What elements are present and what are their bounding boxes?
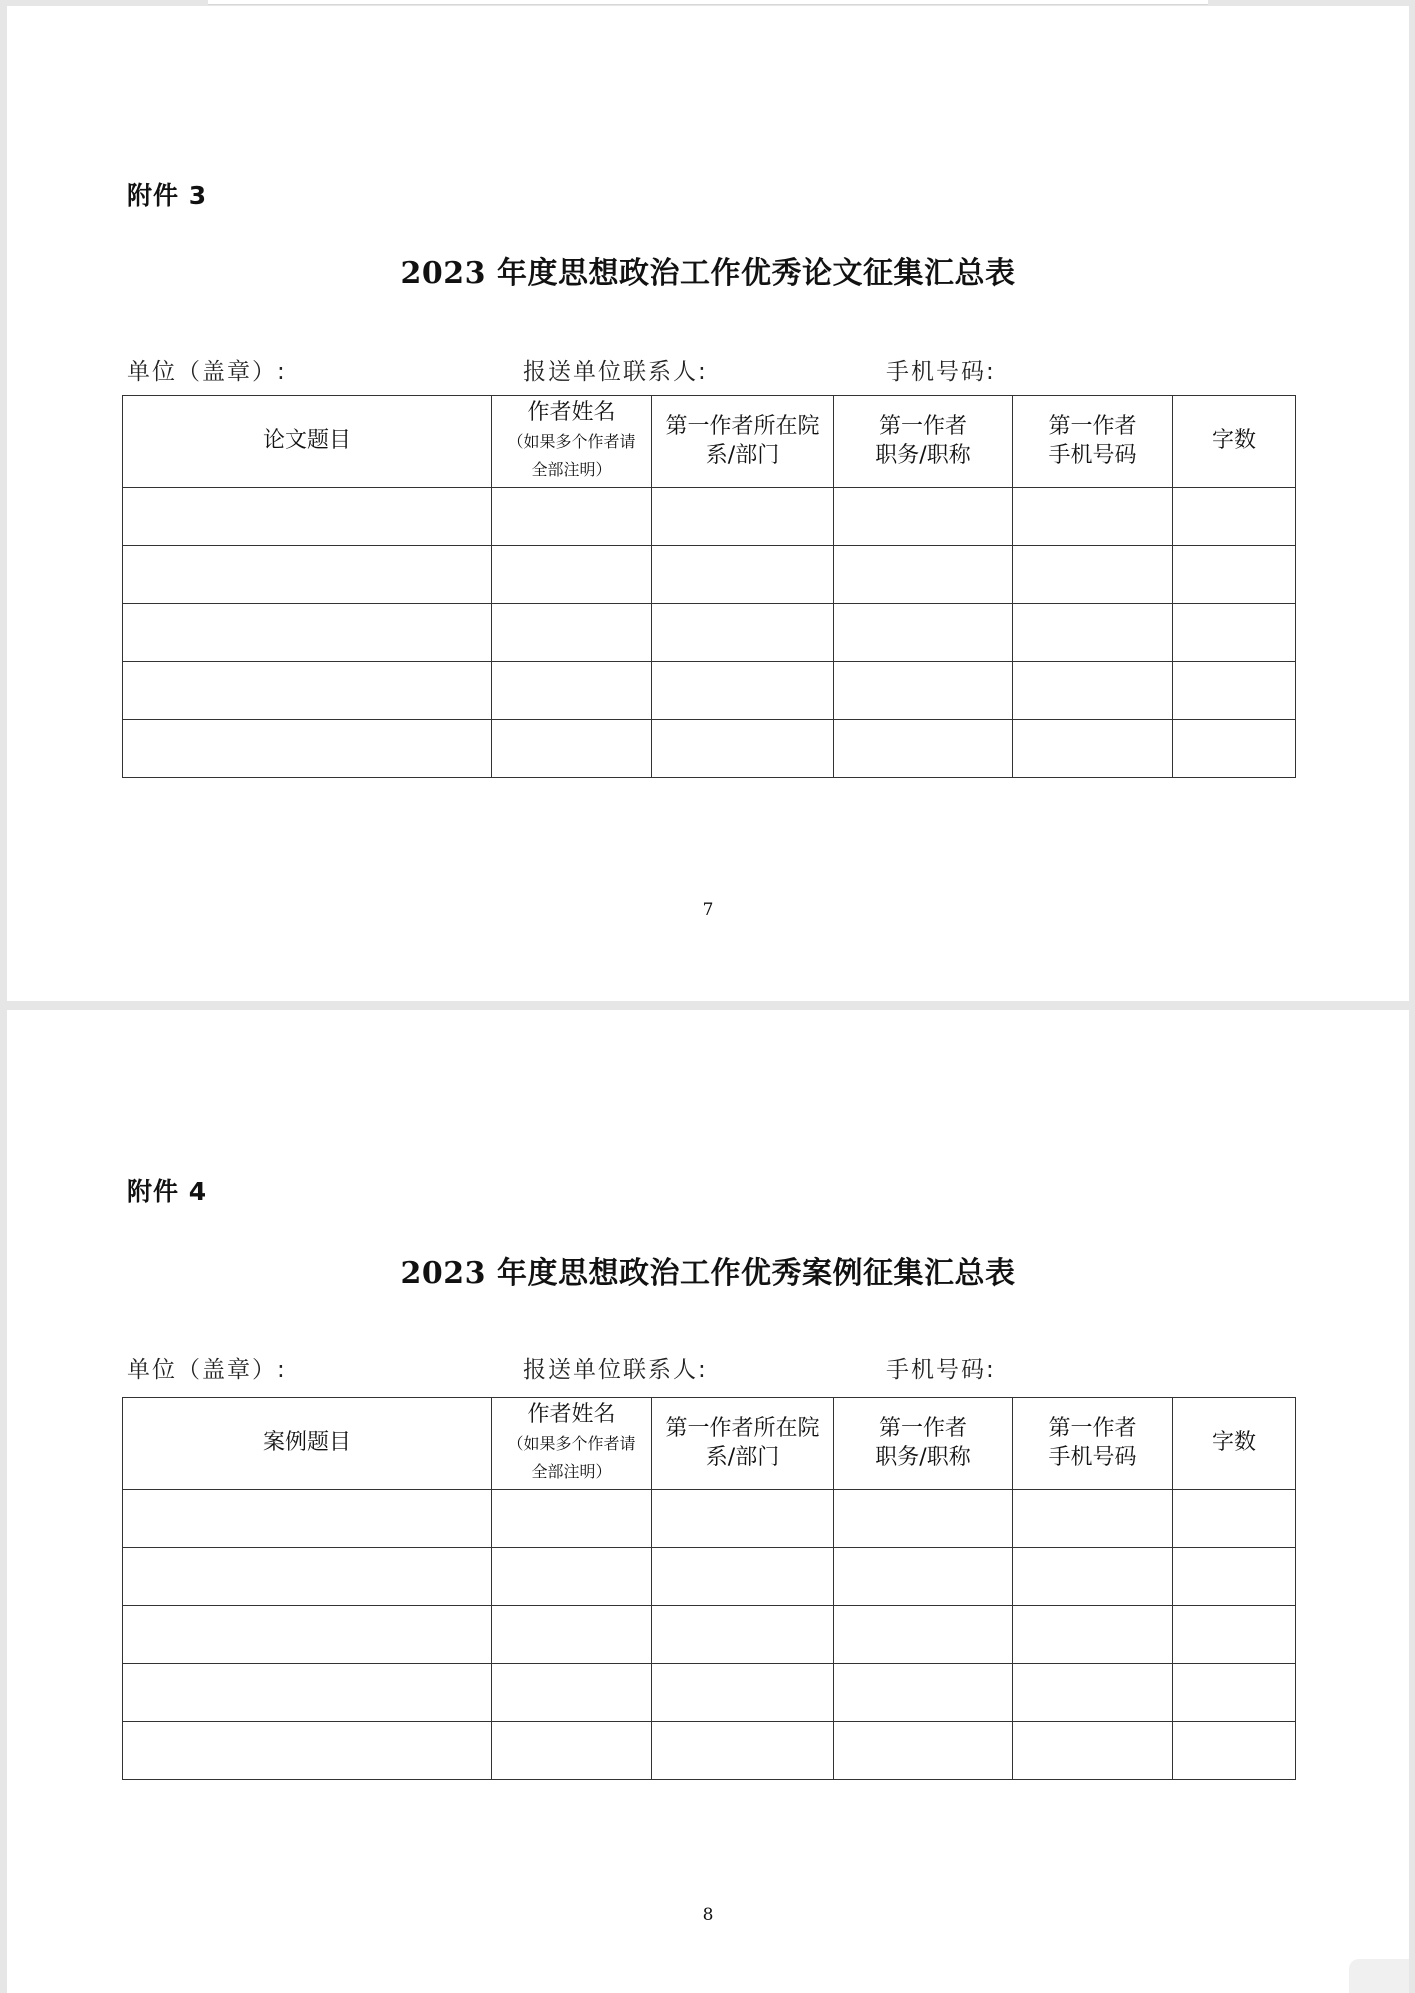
table-cell[interactable] <box>1013 1606 1173 1664</box>
table-cell[interactable] <box>1173 546 1296 604</box>
header-position: 第一作者 职务/职称 <box>834 396 1013 488</box>
document-page-8 <box>7 1010 1409 1993</box>
table-row <box>123 1722 1296 1780</box>
table-cell[interactable] <box>1013 1664 1173 1722</box>
table-row <box>123 1606 1296 1664</box>
table-cell[interactable] <box>652 662 834 720</box>
table-cell[interactable] <box>834 1490 1013 1548</box>
header-phone: 第一作者 手机号码 <box>1013 1398 1173 1490</box>
table-cell[interactable] <box>1013 1722 1173 1780</box>
table-row <box>123 1664 1296 1722</box>
phone-number-label: 手机号码: <box>886 359 996 385</box>
table-cell[interactable] <box>834 1664 1013 1722</box>
table-row <box>123 720 1296 778</box>
summary-table <box>122 1397 1296 1780</box>
table-cell[interactable] <box>652 1664 834 1722</box>
table-row <box>123 1490 1296 1548</box>
table-cell[interactable] <box>652 604 834 662</box>
header-department: 第一作者所在院 系/部门 <box>652 1398 834 1490</box>
table-cell[interactable] <box>1173 1548 1296 1606</box>
header-phone: 第一作者 手机号码 <box>1013 396 1173 488</box>
table-cell[interactable] <box>1013 604 1173 662</box>
table-cell[interactable] <box>652 1606 834 1664</box>
table-cell[interactable] <box>123 1548 492 1606</box>
table-row <box>123 546 1296 604</box>
table-cell[interactable] <box>834 662 1013 720</box>
header-author-name: 作者姓名 （如果多个作者请 全部注明） <box>492 396 652 488</box>
table-cell[interactable] <box>1173 1664 1296 1722</box>
table-cell[interactable] <box>123 488 492 546</box>
unit-seal-label: 单位（盖章）: <box>127 359 287 385</box>
table-cell[interactable] <box>834 546 1013 604</box>
table-row <box>123 488 1296 546</box>
table-cell[interactable] <box>1173 720 1296 778</box>
summary-table <box>122 395 1296 778</box>
page-number: 7 <box>702 900 714 920</box>
table-cell[interactable] <box>1013 546 1173 604</box>
table-cell[interactable] <box>1173 1606 1296 1664</box>
corner-tab[interactable] <box>1349 1959 1409 1993</box>
table-cell[interactable] <box>492 604 652 662</box>
table-cell[interactable] <box>652 1722 834 1780</box>
contact-person-label: 报送单位联系人: <box>523 359 708 385</box>
table-cell[interactable] <box>492 546 652 604</box>
table-cell[interactable] <box>652 1548 834 1606</box>
table-cell[interactable] <box>492 720 652 778</box>
document-title: 2023 年度思想政治工作优秀论文征集汇总表 <box>400 256 1016 291</box>
table-cell[interactable] <box>834 1722 1013 1780</box>
table-cell[interactable] <box>492 1606 652 1664</box>
table-cell[interactable] <box>834 604 1013 662</box>
table-row <box>123 662 1296 720</box>
table-cell[interactable] <box>1013 1548 1173 1606</box>
table-cell[interactable] <box>1173 604 1296 662</box>
table-cell[interactable] <box>492 662 652 720</box>
table-cell[interactable] <box>123 1490 492 1548</box>
page-number: 8 <box>702 1905 714 1925</box>
table-cell[interactable] <box>123 1664 492 1722</box>
table-cell[interactable] <box>652 720 834 778</box>
table-cell[interactable] <box>1013 1490 1173 1548</box>
header-author-name: 作者姓名 （如果多个作者请 全部注明） <box>492 1398 652 1490</box>
table-row <box>123 1548 1296 1606</box>
table-cell[interactable] <box>834 1548 1013 1606</box>
table-cell[interactable] <box>1013 488 1173 546</box>
table-cell[interactable] <box>492 1490 652 1548</box>
table-cell[interactable] <box>834 488 1013 546</box>
table-cell[interactable] <box>652 1490 834 1548</box>
previous-page-edge <box>208 0 1208 5</box>
table-cell[interactable] <box>492 1664 652 1722</box>
table-cell[interactable] <box>652 546 834 604</box>
header-department: 第一作者所在院 系/部门 <box>652 396 834 488</box>
table-cell[interactable] <box>1173 662 1296 720</box>
document-title: 2023 年度思想政治工作优秀案例征集汇总表 <box>400 1256 1016 1291</box>
table-cell[interactable] <box>123 546 492 604</box>
table-cell[interactable] <box>834 1606 1013 1664</box>
table-cell[interactable] <box>1173 1722 1296 1780</box>
annex-label: 附件 4 <box>127 1177 208 1206</box>
table-row <box>123 604 1296 662</box>
table-cell[interactable] <box>492 1548 652 1606</box>
table-header-row <box>123 1398 1296 1490</box>
header-paper-title: 论文题目 <box>123 396 492 488</box>
phone-number-label: 手机号码: <box>886 1357 996 1383</box>
table-cell[interactable] <box>1173 1490 1296 1548</box>
contact-person-label: 报送单位联系人: <box>523 1357 708 1383</box>
annex-label: 附件 3 <box>127 181 208 210</box>
header-word-count: 字数 <box>1173 1398 1296 1490</box>
table-cell[interactable] <box>652 488 834 546</box>
table-cell[interactable] <box>123 720 492 778</box>
table-cell[interactable] <box>1013 662 1173 720</box>
table-cell[interactable] <box>123 604 492 662</box>
table-cell[interactable] <box>1173 488 1296 546</box>
table-cell[interactable] <box>123 662 492 720</box>
table-cell[interactable] <box>123 1722 492 1780</box>
header-word-count: 字数 <box>1173 396 1296 488</box>
unit-seal-label: 单位（盖章）: <box>127 1357 287 1383</box>
table-header-row <box>123 396 1296 488</box>
document-page-7 <box>7 6 1409 1001</box>
table-cell[interactable] <box>1013 720 1173 778</box>
header-position: 第一作者 职务/职称 <box>834 1398 1013 1490</box>
table-cell[interactable] <box>123 1606 492 1664</box>
table-cell[interactable] <box>834 720 1013 778</box>
header-case-title: 案例题目 <box>123 1398 492 1490</box>
table-cell[interactable] <box>492 1722 652 1780</box>
table-cell[interactable] <box>492 488 652 546</box>
